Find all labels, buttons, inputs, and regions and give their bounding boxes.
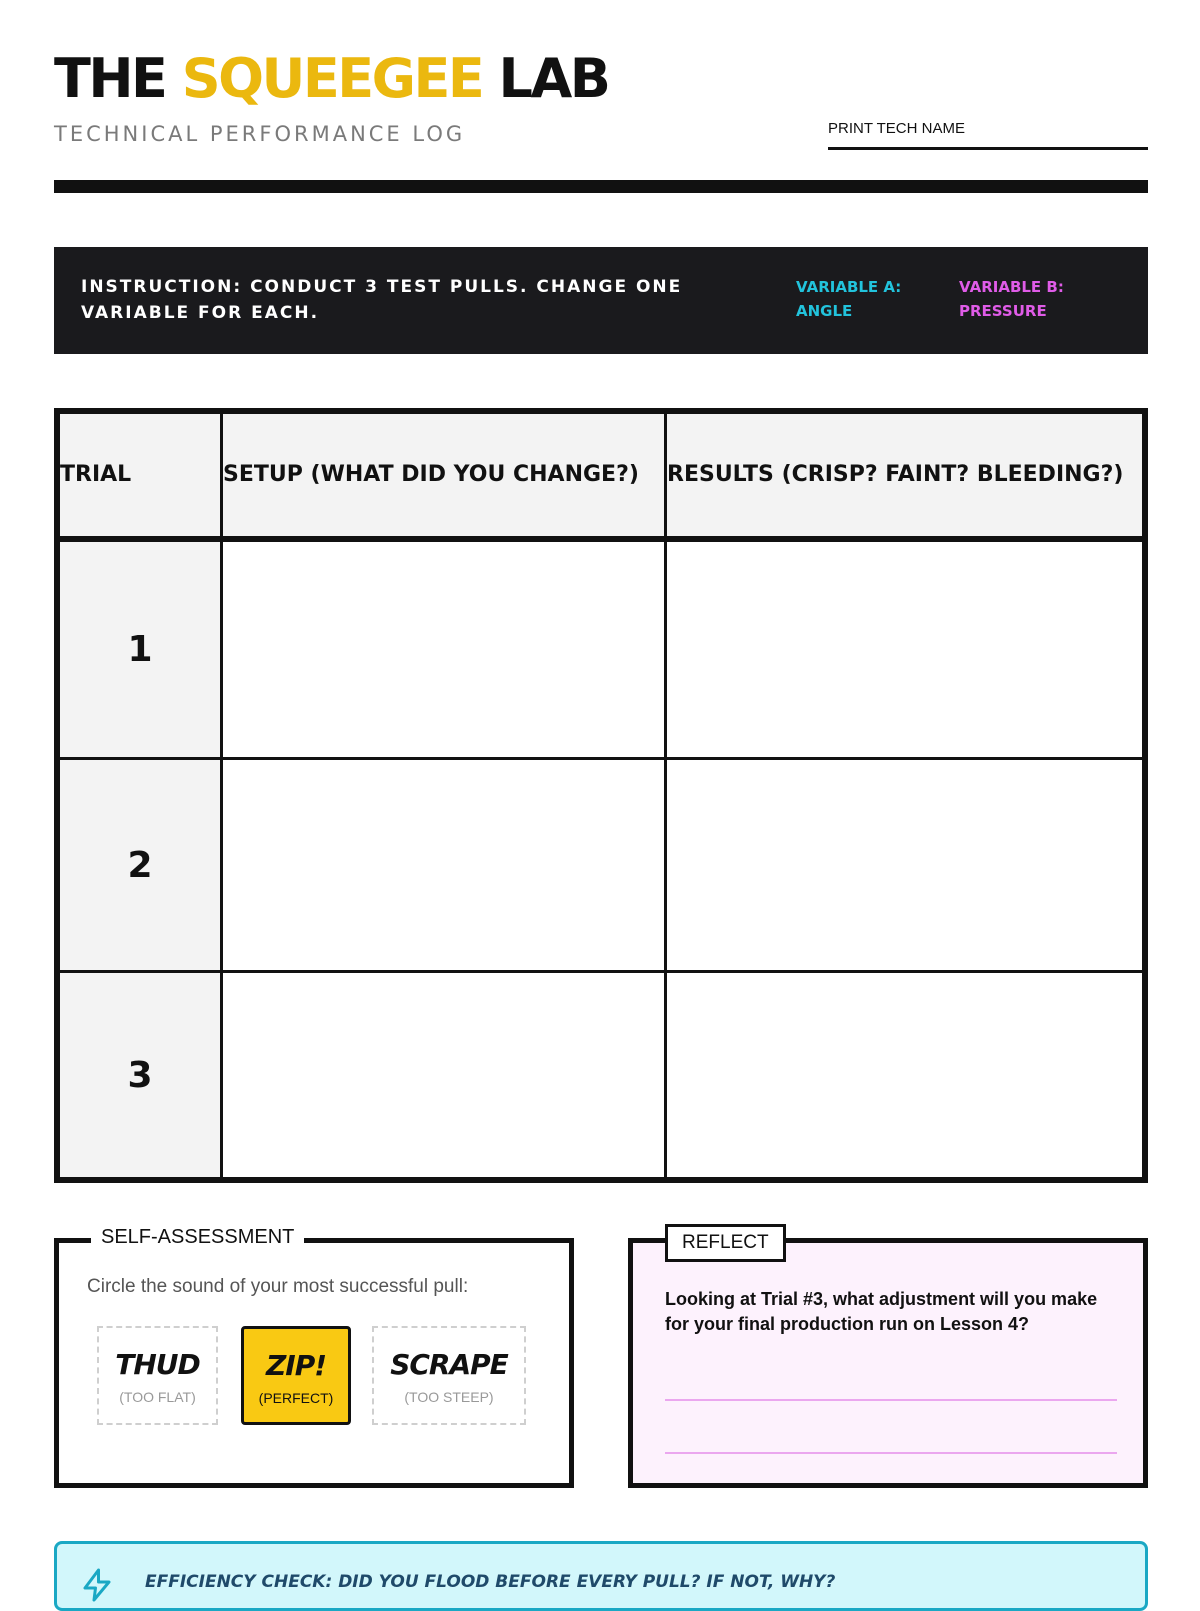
answer-line[interactable] xyxy=(665,1452,1117,1454)
instruction-banner xyxy=(54,247,1148,354)
table-row xyxy=(60,539,1142,759)
page-subtitle: TECHNICAL PERFORMANCE LOG xyxy=(54,122,466,146)
table-row xyxy=(60,759,1142,972)
trial-number: 2 xyxy=(60,759,222,972)
trial-number: 3 xyxy=(60,972,222,1177)
self-assessment-box xyxy=(54,1226,574,1488)
option-note: (PERFECT) xyxy=(258,1390,334,1406)
variable-a-label: VARIABLE A: xyxy=(796,278,902,296)
reflect-title: REFLECT xyxy=(665,1224,786,1262)
lightning-bolt-icon xyxy=(79,1566,115,1604)
variable-a-value: ANGLE xyxy=(796,302,853,320)
variable-b-label: VARIABLE B: xyxy=(959,278,1064,296)
option-word: SCRAPE xyxy=(390,1348,508,1381)
title-prefix: THE xyxy=(54,47,182,110)
variable-b-value: PRESSURE xyxy=(959,302,1047,320)
trial-log-table xyxy=(54,408,1148,1183)
table-row xyxy=(60,972,1142,1177)
variable-b xyxy=(959,275,1064,323)
reflect-box xyxy=(628,1232,1148,1488)
tech-name-label: PRINT TECH NAME xyxy=(828,120,965,137)
option-word: THUD xyxy=(115,1348,200,1381)
option-thud[interactable] xyxy=(97,1326,218,1425)
setup-cell[interactable] xyxy=(222,759,666,972)
variable-a xyxy=(796,275,901,323)
setup-cell[interactable] xyxy=(222,972,666,1177)
answer-line[interactable] xyxy=(665,1399,1117,1401)
trial-number: 1 xyxy=(60,539,222,759)
option-scrape[interactable] xyxy=(372,1326,526,1425)
efficiency-check-text: EFFICIENCY CHECK: DID YOU FLOOD BEFORE EVERY PULL? IF NOT, WHY? xyxy=(145,1572,836,1592)
column-header-setup: SETUP (WHAT DID YOU CHANGE?) xyxy=(222,414,666,539)
option-word: ZIP! xyxy=(265,1349,326,1382)
efficiency-check-banner xyxy=(54,1541,1148,1611)
results-cell[interactable] xyxy=(666,759,1143,972)
title-suffix: LAB xyxy=(482,47,609,110)
option-note: (TOO FLAT) xyxy=(119,1389,196,1405)
title-accent: SQUEEGEE xyxy=(181,47,483,110)
header-divider xyxy=(54,180,1148,193)
column-header-results: RESULTS (CRISP? FAINT? BLEEDING?) xyxy=(666,414,1143,539)
option-note: (TOO STEEP) xyxy=(404,1389,494,1405)
setup-cell[interactable] xyxy=(222,539,666,759)
tech-name-field[interactable] xyxy=(828,120,1148,150)
page-title xyxy=(54,47,609,110)
self-assessment-title: SELF-ASSESSMENT xyxy=(91,1226,304,1249)
table-header-row xyxy=(60,414,1142,539)
self-assessment-prompt: Circle the sound of your most successful pull: xyxy=(87,1276,469,1297)
instruction-text: INSTRUCTION: CONDUCT 3 TEST PULLS. CHANGE ONE VARIABLE FOR EACH. xyxy=(81,277,683,323)
results-cell[interactable] xyxy=(666,972,1143,1177)
column-header-trial: TRIAL xyxy=(60,414,222,539)
reflect-question: Looking at Trial #3, what adjustment will you make for your final production run on Lesson 4? xyxy=(665,1289,1098,1334)
results-cell[interactable] xyxy=(666,539,1143,759)
option-zip[interactable] xyxy=(241,1326,351,1425)
